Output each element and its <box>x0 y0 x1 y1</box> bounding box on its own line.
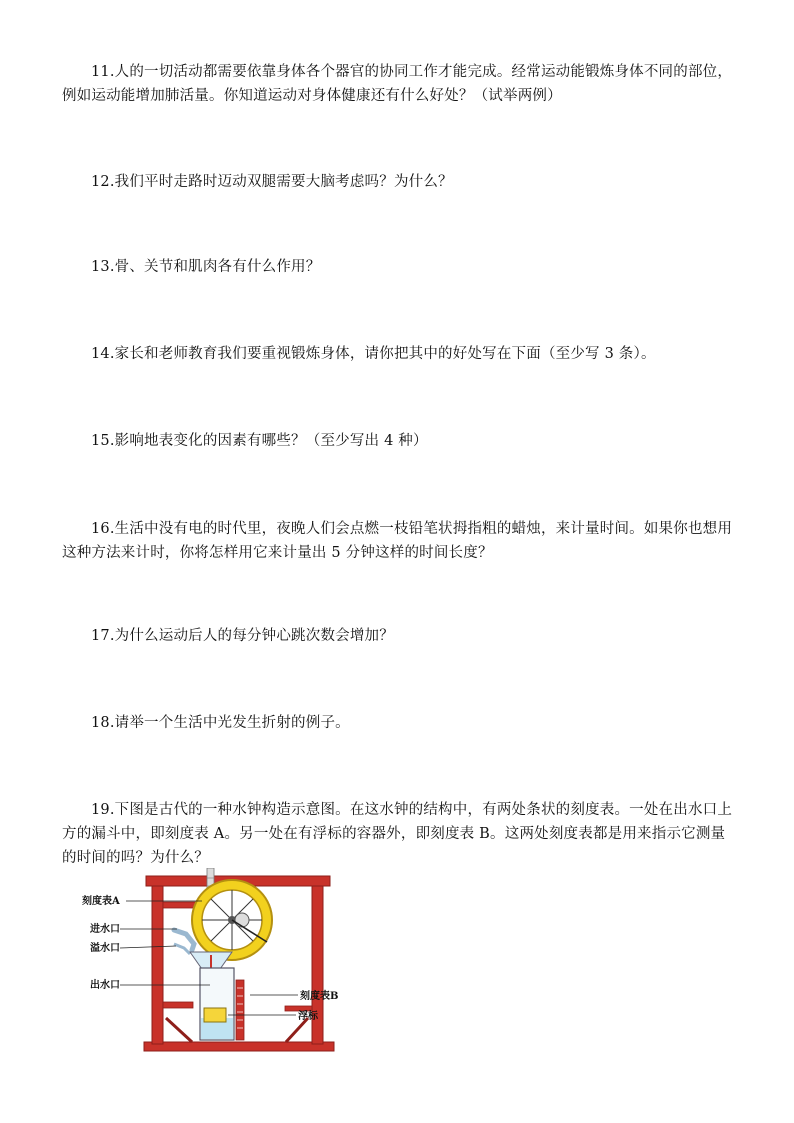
question-17: 17.为什么运动后人的每分钟心跳次数会增加？ <box>91 628 394 644</box>
question-19: 19.下图是古代的一种水钟构造示意图。在这水钟的结构中，有两处条状的刻度表。一处在出水口上方的漏斗中，即刻度表 A。另一处在有浮标的容器外，即刻度表 B。这两处刻度表都是用来指示它测量的时间的吗？为什么？ <box>62 802 733 866</box>
label-scale-a: 刻度表A <box>82 896 120 907</box>
question-13: 13.骨、关节和肌肉各有什么作用？ <box>91 259 321 275</box>
question-11: 11.人的一切活动都需要依靠身体各个器官的协同工作才能完成。经常运动能锻炼身体不同的部位，例如运动能增加肺活量。你知道运动对身体健康还有什么好处？（试举两例） <box>62 64 733 104</box>
label-overflow: 溢水口 <box>90 943 120 954</box>
label-scale-b: 刻度表B <box>300 991 339 1002</box>
question-12: 12.我们平时走路时迈动双腿需要大脑考虑吗？为什么？ <box>91 174 453 190</box>
label-inlet: 进水口 <box>90 924 120 935</box>
water-clock-figure <box>82 868 382 1053</box>
scale-b-post <box>236 980 244 1040</box>
label-float: 浮标 <box>298 1011 318 1022</box>
water-clock-diagram <box>82 868 382 1053</box>
label-outlet: 出水口 <box>90 980 120 991</box>
overflow-pipe <box>174 944 190 954</box>
question-18: 18.请举一个生活中光发生折射的例子。 <box>91 715 350 731</box>
float <box>204 1008 226 1022</box>
question-15: 15.影响地表变化的因素有哪些？（至少写出 4 种） <box>91 433 428 449</box>
question-14: 14.家长和老师教育我们要重视锻炼身体，请你把其中的好处写在下面（至少写 3 条）。 <box>91 346 656 362</box>
gear <box>235 913 249 927</box>
question-16: 16.生活中没有电的时代里，夜晚人们会点燃一枝铅笔状拇指粗的蜡烛，来计量时间。如果你也想用这种方法来计时，你将怎样用它来计量出 5 分钟这样的时间长度？ <box>62 521 733 561</box>
clock-base <box>144 1042 334 1051</box>
